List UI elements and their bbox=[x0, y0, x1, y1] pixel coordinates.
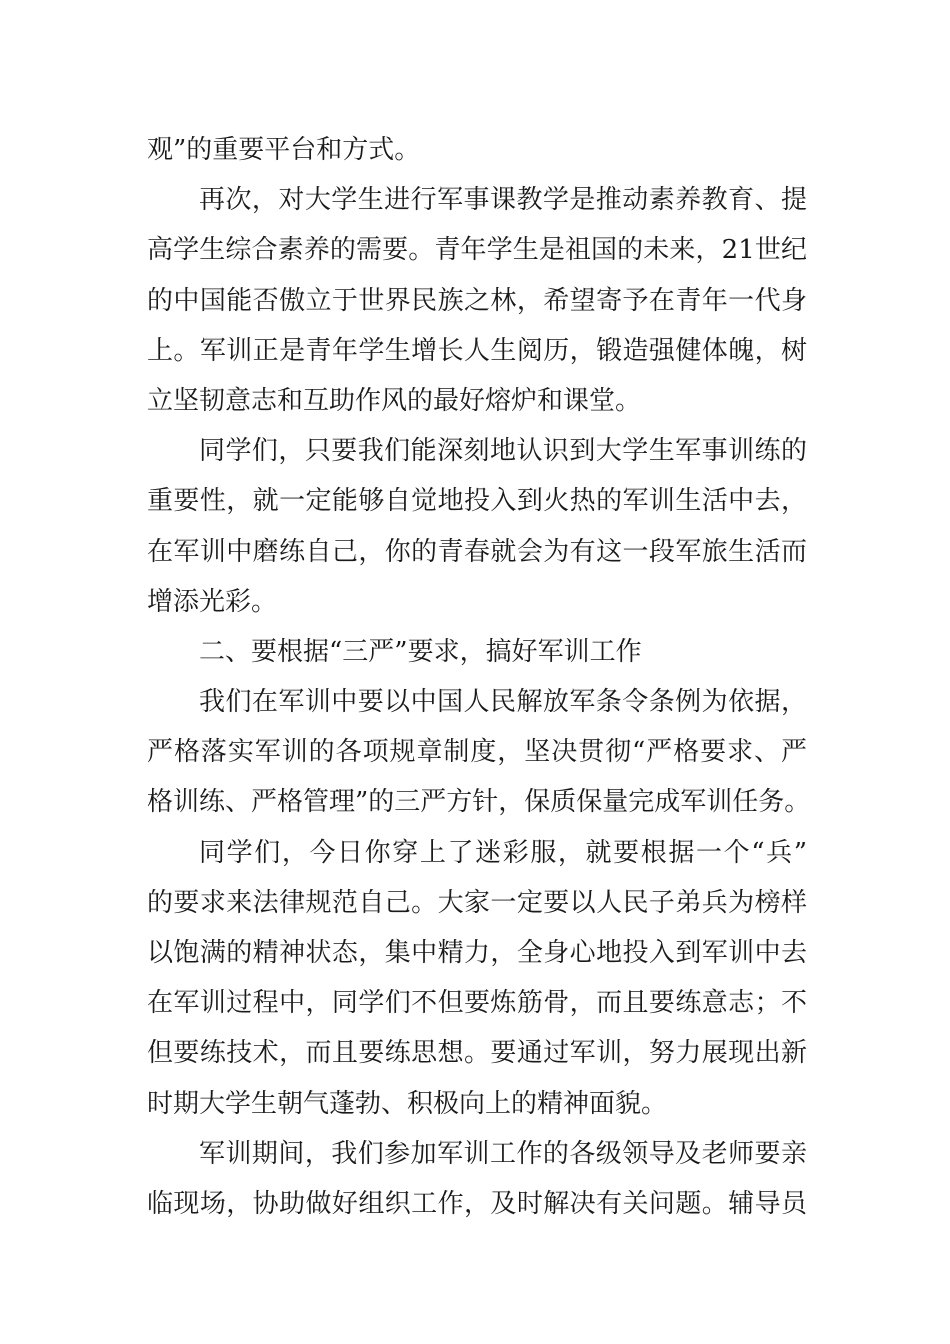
text-line: 立坚韧意志和互助作风的最好熔炉和课堂。 bbox=[147, 385, 642, 416]
document-body bbox=[147, 125, 811, 1229]
text-line: 的中国能否傲立于世界民族之林，希望寄予在青年一代身 bbox=[147, 285, 807, 316]
text-line: 我们在军训中要以中国人民解放军条令条例为依据， bbox=[199, 687, 807, 718]
text-line: 重要性，就一定能够自觉地投入到火热的军训生活中去， bbox=[147, 486, 807, 517]
text-line: 格训练、严格管理”的三严方针，保质保量完成军训任务。 bbox=[147, 787, 811, 818]
text-line: 时期大学生朝气蓬勃、积极向上的精神面貌。 bbox=[147, 1088, 668, 1119]
text-line: 在军训过程中，同学们不但要炼筋骨，而且要练意志；不 bbox=[147, 988, 807, 1019]
text-line: 二、要根据“三严”要求，搞好军训工作 bbox=[199, 636, 642, 667]
text-line: 但要练技术，而且要练思想。要通过军训，努力展现出新 bbox=[147, 1038, 807, 1069]
text-line: 临现场，协助做好组织工作，及时解决有关问题。辅导员 bbox=[147, 1188, 807, 1219]
text-line: 同学们，今日你穿上了迷彩服，就要根据一个“兵” bbox=[199, 837, 807, 868]
text-line: 高学生综合素养的需要。青年学生是祖国的未来，21世纪 bbox=[147, 235, 807, 266]
text-line: 同学们，只要我们能深刻地认识到大学生军事训练的 bbox=[199, 436, 807, 467]
text-line: 观”的重要平台和方式。 bbox=[147, 135, 421, 165]
text-line: 上。军训正是青年学生增长人生阅历，锻造强健体魄，树 bbox=[147, 335, 807, 366]
text-line: 在军训中磨练自己，你的青春就会为有这一段军旅生活而 bbox=[147, 536, 807, 567]
text-line: 增添光彩。 bbox=[147, 586, 278, 617]
text-line: 严格落实军训的各项规章制度，坚决贯彻“严格要求、严 bbox=[147, 737, 807, 768]
text-line: 军训期间，我们参加军训工作的各级领导及老师要亲 bbox=[199, 1138, 807, 1169]
text-line: 的要求来法律规范自己。大家一定要以人民子弟兵为榜样 bbox=[147, 887, 807, 918]
text-line: 以饱满的精神状态，集中精力，全身心地投入到军训中去 bbox=[147, 938, 807, 968]
text-line: 再次，对大学生进行军事课教学是推动素养教育、提 bbox=[199, 185, 807, 216]
